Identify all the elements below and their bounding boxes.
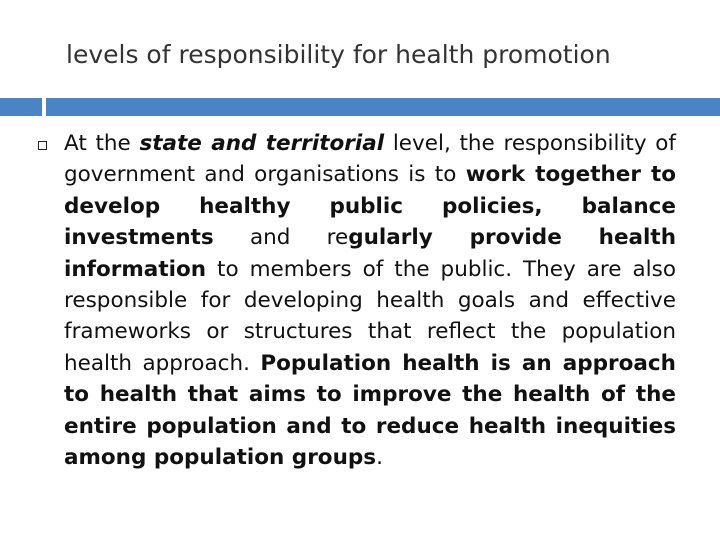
- bold-segment: gularly provide health information: [64, 225, 676, 282]
- title-rule-left-block: [0, 98, 42, 116]
- text-segment: and re: [213, 225, 349, 251]
- text-segment: At the: [64, 131, 140, 156]
- slide-title: levels of responsibility for health promotion: [66, 40, 611, 69]
- text-segment: level, the responsibility of government and organisations is to: [64, 131, 676, 188]
- square-bullet-icon: [38, 141, 47, 150]
- text-segment: .: [376, 445, 383, 471]
- bullet-paragraph: [64, 128, 676, 473]
- bold-segment: work together to develop healthy public policies, balance investments: [64, 162, 677, 251]
- text-segment: to members of the public. They are also responsible for developing health goals and effective frameworks or structures that reflect the population health approach.: [64, 256, 676, 376]
- title-rule-bar: [46, 98, 720, 116]
- emphasis-segment: state and territorial: [139, 131, 385, 156]
- bold-segment: Population health is an approach to health that aims to improve the health of the entire population and to reduce health inequities among population groups: [64, 350, 676, 471]
